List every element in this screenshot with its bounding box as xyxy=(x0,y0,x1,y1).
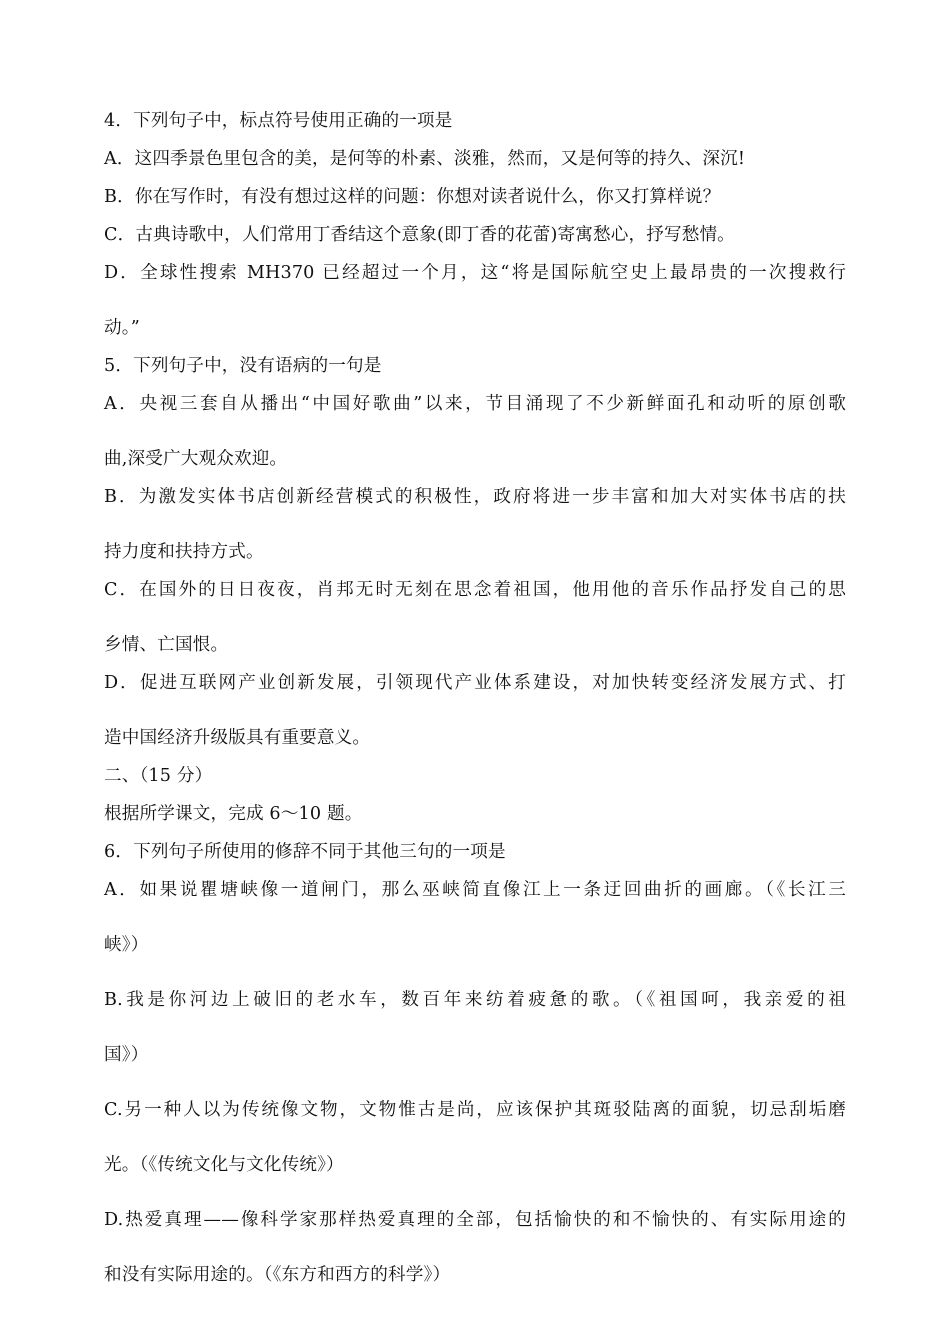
q4-option-a: A．这四季景色里包含的美，是何等的朴素、淡雅，然而，又是何等的持久、深沉! xyxy=(104,149,746,169)
q6-option-b-line1: B.我是你河边上破旧的老水车，数百年来纺着疲惫的歌。（《祖国呵，我亲爱的祖 xyxy=(104,990,846,1010)
q4-option-c: C．古典诗歌中，人们常用丁香结这个意象(即丁香的花蕾)寄寓愁心，抒写愁情。 xyxy=(104,225,735,245)
q4-option-d-line1: D．全球性搜索 MH370 已经超过一个月，这“将是国际航空史上最昂贵的一次搜救行 xyxy=(104,263,846,283)
q5-option-a-line2: 曲,深受广大观众欢迎。 xyxy=(104,449,288,469)
q6-option-a-line1: A．如果说瞿塘峡像一道闸门，那么巫峡简直像江上一条迂回曲折的画廊。（《长江三 xyxy=(104,880,846,900)
q6-option-d-line1: D.热爱真理——像科学家那样热爱真理的全部，包括愉快的和不愉快的、有实际用途的 xyxy=(104,1210,846,1230)
q6-option-c-line1: C.另一种人以为传统像文物，文物惟古是尚，应该保护其斑驳陆离的面貌，切忌刮垢磨 xyxy=(104,1100,846,1120)
q5-option-d-line2: 造中国经济升级版具有重要意义。 xyxy=(104,728,371,748)
q6-stem: 6．下列句子所使用的修辞不同于其他三句的一项是 xyxy=(104,842,506,862)
q5-stem: 5．下列句子中，没有语病的一句是 xyxy=(104,356,382,376)
q4-option-b: B．你在写作时，有没有想过这样的问题：你想对读者说什么，你又打算样说？ xyxy=(104,187,721,207)
q5-option-a-line1: A．央视三套自从播出“中国好歌曲”以来，节目涌现了不少新鲜面孔和动听的原创歌 xyxy=(104,394,846,414)
q5-option-c-line1: C．在国外的日日夜夜，肖邦无时无刻在思念着祖国，他用他的音乐作品抒发自己的思 xyxy=(104,580,846,600)
q4-stem: 4．下列句子中，标点符号使用正确的一项是 xyxy=(104,111,453,131)
q6-option-c-line2: 光。（《传统文化与文化传统》） xyxy=(104,1155,344,1175)
q6-option-d-line2: 和没有实际用途的。（《东方和西方的科学》） xyxy=(104,1265,451,1285)
section-two-instruction: 根据所学课文，完成 6～10 题。 xyxy=(104,804,363,824)
section-two-heading: 二、（15 分） xyxy=(104,766,213,786)
q5-option-b-line1: B．为激发实体书店创新经营模式的积极性，政府将进一步丰富和加大对实体书店的扶 xyxy=(104,487,846,507)
q5-option-b-line2: 持力度和扶持方式。 xyxy=(104,542,264,562)
q6-option-b-line2: 国》） xyxy=(104,1045,149,1065)
q5-option-d-line1: D．促进互联网产业创新发展，引领现代产业体系建设，对加快转变经济发展方式、打 xyxy=(104,673,846,693)
q4-option-d-line2: 动。” xyxy=(104,318,140,338)
q5-option-c-line2: 乡情、亡国恨。 xyxy=(104,635,229,655)
q6-option-a-line2: 峡》） xyxy=(104,935,149,955)
